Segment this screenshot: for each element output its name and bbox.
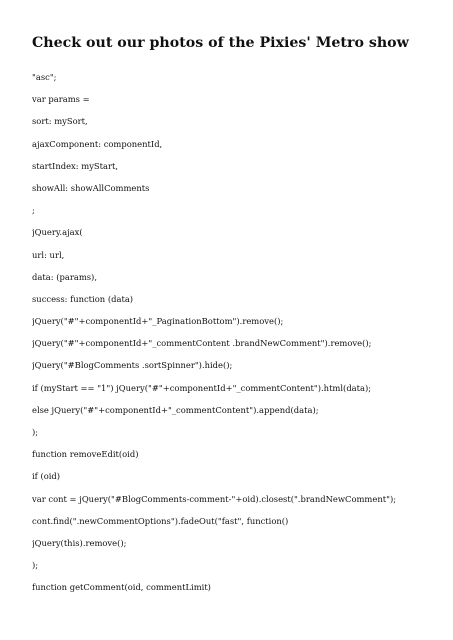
- text-line: jQuery("#BlogComments .sortSpinner").hide();: [32, 360, 233, 371]
- text-line: data: (params),: [32, 271, 97, 282]
- text-line: sort: mySort,: [32, 116, 88, 127]
- text-line: var cont = jQuery("#BlogComments-comment-"+oid).closest(".brandNewComment");: [32, 493, 397, 504]
- text-line: if (oid): [32, 471, 61, 482]
- text-line: if (myStart == "1") jQuery("#"+componentId+"_commentContent").html(data);: [32, 382, 372, 393]
- text-line: url: url,: [32, 249, 65, 260]
- text-line: else jQuery("#"+componentId+"_commentContent").append(data);: [32, 404, 319, 415]
- text-line: showAll: showAllComments: [32, 182, 150, 193]
- code-text-block: [32, 70, 442, 603]
- text-line: );: [32, 427, 39, 437]
- text-line: var params =: [32, 94, 90, 105]
- text-line: jQuery("#"+componentId+"_commentContent .brandNewComment").remove();: [32, 338, 372, 349]
- text-line: );: [32, 560, 39, 571]
- text-line: success: function (data): [32, 293, 134, 304]
- text-line: function getComment(oid, commentLimit): [32, 582, 211, 593]
- page-title: Check out our photos of the Pixies' Metro show: [32, 35, 409, 51]
- text-line: ;: [32, 205, 35, 216]
- text-line: jQuery("#"+componentId+"_PaginationBottom").remove();: [32, 316, 284, 327]
- text-line: function removeEdit(oid): [32, 449, 139, 460]
- text-line: cont.find(".newCommentOptions").fadeOut("fast", function(): [32, 515, 289, 526]
- text-line: "asc";: [32, 72, 57, 82]
- text-line: ajaxComponent: componentId,: [32, 138, 163, 149]
- text-line: jQuery.ajax(: [32, 227, 83, 238]
- text-line: jQuery(this).remove();: [32, 537, 127, 548]
- text-line: startIndex: myStart,: [32, 160, 119, 171]
